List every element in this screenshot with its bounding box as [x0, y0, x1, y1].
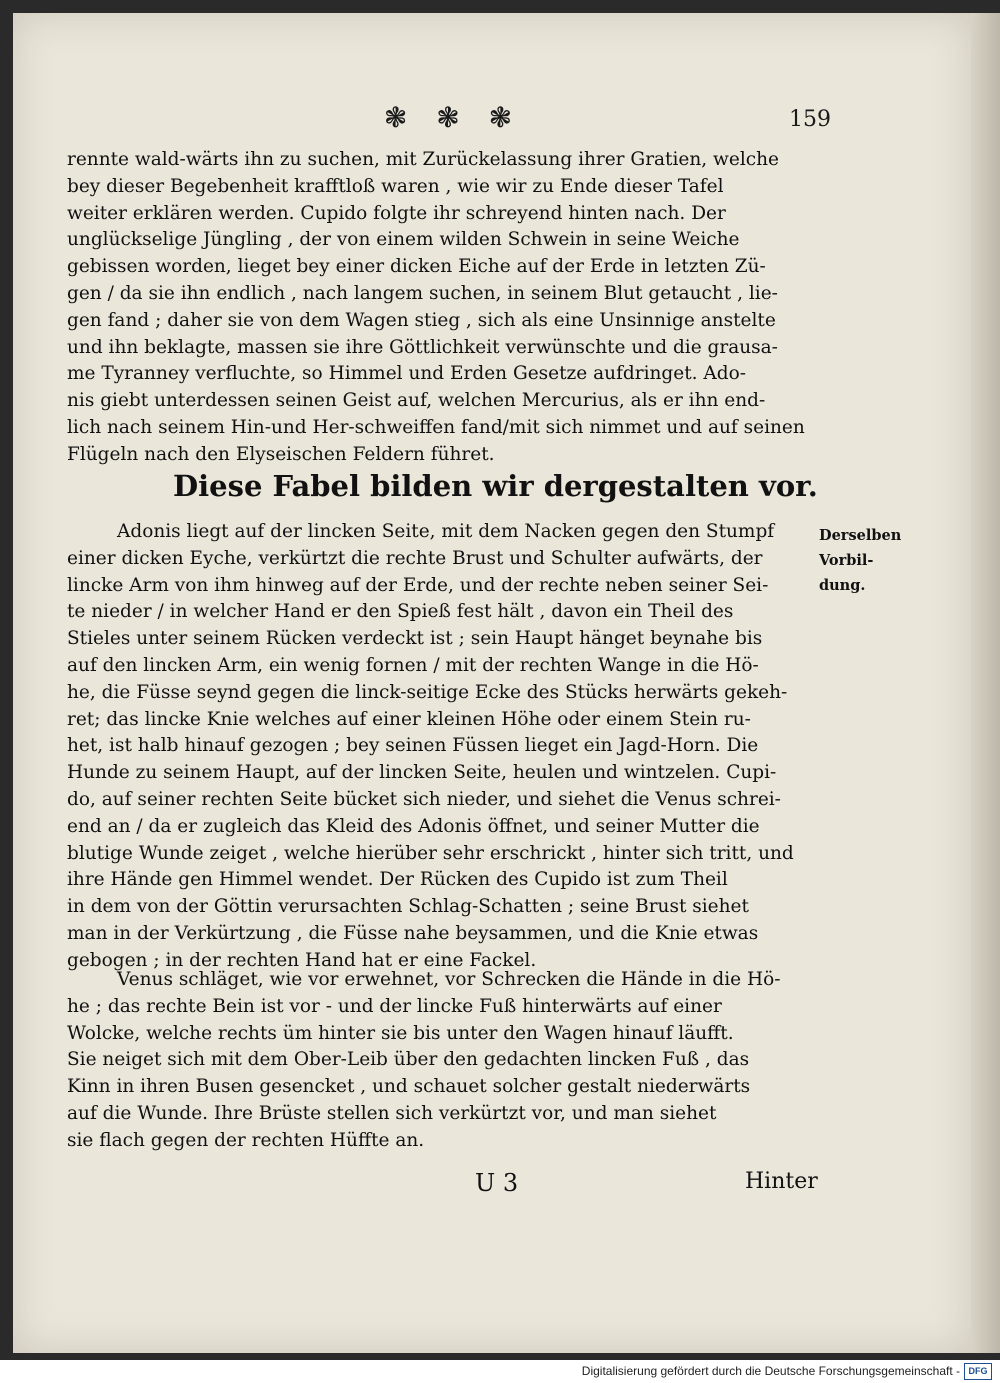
- text-line: sie flach gegen der rechten Hüffte an.: [67, 1129, 425, 1151]
- section-heading: Diese Fabel bilden wir dergestalten vor.: [173, 469, 818, 503]
- text-line: nis giebt unterdessen seinen Geist auf, welchen Mercurius, als er ihn end-: [67, 390, 766, 412]
- dfg-logo-icon[interactable]: DFG: [964, 1363, 992, 1380]
- text-line: lich nach seinem Hin-und Her-schweiffen fand/mit sich nimmet und auf seinen: [67, 416, 805, 438]
- text-line: ihre Hände gen Himmel wendet. Der Rücken des Cupido ist zum Theil: [67, 869, 728, 891]
- text-line: einer dicken Eyche, verkürtzt die rechte Brust und Schulter aufwärts, der: [67, 547, 763, 569]
- text-line: do, auf seiner rechten Seite bücket sich nieder, und siehet die Venus schrei-: [67, 788, 781, 810]
- text-line: ret; das lincke Knie welches auf einer kleinen Höhe oder einem Stein ru-: [67, 708, 751, 730]
- text-line: het, ist halb hinauf gezogen ; bey seinen Füssen lieget ein Jagd-Horn. Die: [67, 735, 759, 757]
- text-line: und ihn beklagte, massen sie ihre Göttlichkeit verwünschte und die grausa-: [67, 336, 778, 358]
- footer-bar: [0, 1360, 1000, 1383]
- catchword: Hinter: [745, 1169, 818, 1194]
- text-line: unglückselige Jüngling , der von einem wilden Schwein in seine Weiche: [67, 229, 740, 251]
- text-line: Stieles unter seinem Rücken verdeckt ist ; sein Haupt hänget beynahe bis: [67, 628, 763, 650]
- margin-note: [819, 523, 909, 598]
- margin-note-line: dung.: [819, 577, 866, 594]
- text-line: Flügeln nach den Elyseischen Feldern führet.: [67, 443, 495, 465]
- paragraph-1: [67, 147, 827, 469]
- text-line: Kinn in ihren Busen gesencket , und schauet solcher gestalt niederwärts: [67, 1076, 751, 1098]
- text-line: gen / da sie ihn endlich , nach langem suchen, in seinem Blut getaucht , lie-: [67, 282, 778, 304]
- text-line: he, die Füsse seynd gegen die linck-seitige Ecke des Stücks herwärts gekeh-: [67, 681, 788, 703]
- text-line: end an / da er zugleich das Kleid des Adonis öffnet, und seiner Mutter die: [67, 815, 760, 837]
- text-line: auf die Wunde. Ihre Brüste stellen sich verkürtzt vor, und man siehet: [67, 1102, 717, 1124]
- scanned-page: [13, 13, 971, 1353]
- margin-note-line: Vorbil-: [819, 552, 874, 569]
- text-line: blutige Wunde zeiget , welche hierüber sehr erschrickt , hinter sich tritt, und: [67, 842, 794, 864]
- text-line: auf den lincken Arm, ein wenig fornen / mit der rechten Wange in die Hö-: [67, 654, 759, 676]
- text-line: in dem von der Göttin verursachten Schlag-Schatten ; seine Brust siehet: [67, 896, 749, 918]
- paragraph-2: [67, 519, 827, 975]
- text-line: gebogen ; in der rechten Hand hat er eine Fackel.: [67, 949, 537, 971]
- text-line: Sie neiget sich mit dem Ober-Leib über den gedachten lincken Fuß , das: [67, 1049, 750, 1071]
- text-line: Wolcke, welche rechts üm hinter sie bis unter den Wagen hinauf läufft.: [67, 1022, 734, 1044]
- page-edge: [971, 13, 1000, 1353]
- signature-mark: U 3: [475, 1169, 519, 1197]
- text-line: bey dieser Begebenheit krafftloß waren , wie wir zu Ende dieser Tafel: [67, 175, 724, 197]
- text-line: rennte wald-wärts ihn zu suchen, mit Zurückelassung ihrer Gratien, welche: [67, 149, 779, 170]
- text-line: he ; das rechte Bein ist vor - und der lincke Fuß hinterwärts auf einer: [67, 995, 722, 1017]
- text-line: weiter erklären werden. Cupido folgte ihr schreyend hinten nach. Der: [67, 202, 726, 224]
- text-line: lincke Arm von ihm hinweg auf der Erde, und der rechte neben seiner Sei-: [67, 574, 769, 596]
- text-line: Hunde zu seinem Haupt, auf der lincken Seite, heulen und wintzelen. Cupi-: [67, 762, 777, 784]
- text-line: Adonis liegt auf der lincken Seite, mit dem Nacken gegen den Stumpf: [117, 521, 775, 542]
- text-line: Venus schläget, wie vor erwehnet, vor Schrecken die Hände in die Hö-: [117, 969, 781, 990]
- text-line: te nieder / in welcher Hand er den Spieß fest hält , davon ein Theil des: [67, 601, 734, 623]
- footer-credit: Digitalisierung gefördert durch die Deutsche Forschungsgemeinschaft -: [581, 1364, 960, 1378]
- margin-note-line: Derselben: [819, 527, 902, 544]
- text-line: man in der Verkürtzung , die Füsse nahe beysammen, und die Knie etwas: [67, 922, 759, 944]
- text-line: gebissen worden, lieget bey einer dicken Eiche auf der Erde in letzten Zü-: [67, 256, 766, 278]
- text-line: gen fand ; daher sie von dem Wagen stieg , sich als eine Unsinnige anstelte: [67, 309, 776, 331]
- paragraph-3: [67, 967, 827, 1155]
- page-number: 159: [789, 107, 831, 132]
- ornament: ❃ ❃ ❃: [383, 101, 523, 134]
- text-line: me Tyranney verfluchte, so Himmel und Erden Gesetze aufdringet. Ado-: [67, 363, 747, 385]
